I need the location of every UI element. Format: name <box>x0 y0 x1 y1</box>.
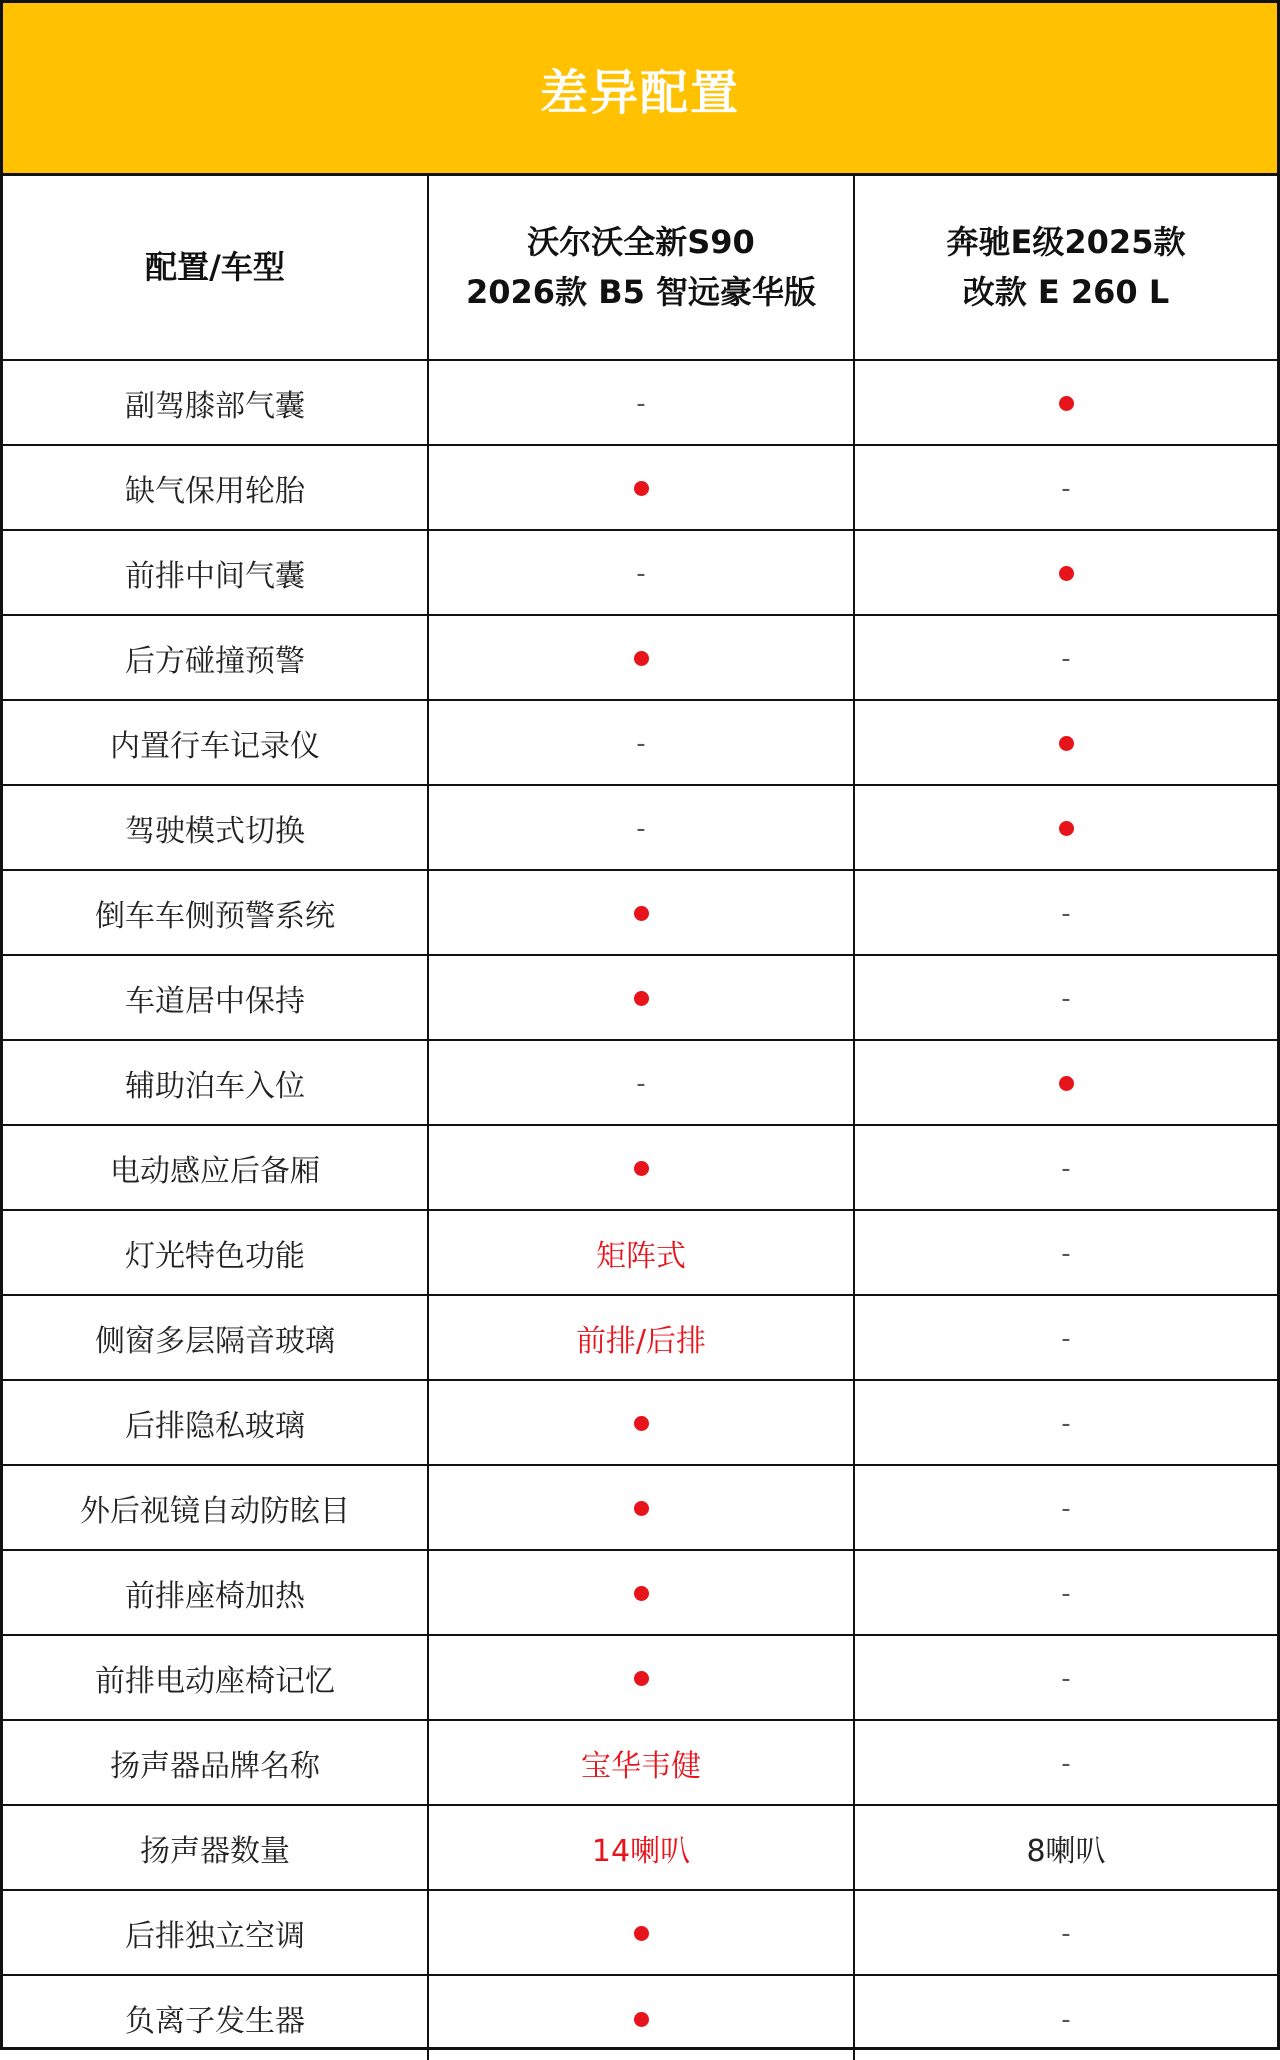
header-volvo <box>428 176 854 360</box>
not-equipped-dash: - <box>636 1069 646 1099</box>
benz-cell <box>854 445 1277 530</box>
benz-cell <box>854 1550 1277 1635</box>
highlight-value: 矩阵式 <box>596 1238 686 1274</box>
table-row <box>3 530 1277 615</box>
feature-label: 扬声器数量 <box>140 1833 290 1869</box>
feature-cell <box>3 1210 428 1295</box>
table-row <box>3 1295 1277 1380</box>
table-row <box>3 870 1277 955</box>
feature-label: 缺气保用轮胎 <box>125 473 305 509</box>
volvo-cell <box>428 1975 854 2060</box>
not-equipped-dash: - <box>1061 1494 1071 1524</box>
volvo-cell <box>428 1040 854 1125</box>
equipped-dot-icon <box>634 1586 649 1601</box>
benz-cell <box>854 1975 1277 2060</box>
feature-cell <box>3 1465 428 1550</box>
volvo-cell <box>428 700 854 785</box>
equipped-dot-icon <box>1059 1076 1074 1091</box>
feature-label: 车道居中保持 <box>125 983 305 1019</box>
benz-cell <box>854 1210 1277 1295</box>
benz-cell <box>854 1805 1277 1890</box>
benz-cell <box>854 1465 1277 1550</box>
benz-cell <box>854 530 1277 615</box>
volvo-cell <box>428 1805 854 1890</box>
table-body <box>3 360 1277 2060</box>
equipped-dot-icon <box>634 1671 649 1686</box>
equipped-dot-icon <box>634 2012 649 2027</box>
highlight-value: 前排/后排 <box>575 1323 707 1359</box>
volvo-cell <box>428 1125 854 1210</box>
equipped-dot-icon <box>634 991 649 1006</box>
equipped-dot-icon <box>634 906 649 921</box>
page-title: 差异配置 <box>539 64 740 121</box>
equipped-dot-icon <box>634 1161 649 1176</box>
table-row <box>3 1975 1277 2060</box>
not-equipped-dash: - <box>1061 1919 1071 1949</box>
volvo-cell <box>428 360 854 445</box>
table-row <box>3 445 1277 530</box>
volvo-cell <box>428 1295 854 1380</box>
feature-label: 电动感应后备厢 <box>110 1153 320 1189</box>
volvo-cell <box>428 445 854 530</box>
header-feature-label: 配置/车型 <box>145 247 285 286</box>
benz-cell <box>854 1040 1277 1125</box>
feature-cell <box>3 1550 428 1635</box>
table-row <box>3 785 1277 870</box>
volvo-cell <box>428 1720 854 1805</box>
volvo-cell <box>428 1550 854 1635</box>
feature-cell <box>3 1125 428 1210</box>
feature-label: 外后视镜自动防眩目 <box>80 1493 350 1529</box>
feature-cell <box>3 1890 428 1975</box>
benz-cell <box>854 1720 1277 1805</box>
equipped-dot-icon <box>1059 566 1074 581</box>
feature-label: 负离子发生器 <box>125 2004 305 2039</box>
feature-label: 灯光特色功能 <box>125 1238 305 1274</box>
feature-cell <box>3 445 428 530</box>
not-equipped-dash: - <box>1061 899 1071 929</box>
benz-cell <box>854 955 1277 1040</box>
feature-cell <box>3 1635 428 1720</box>
table-row <box>3 1040 1277 1125</box>
feature-label: 前排电动座椅记忆 <box>95 1663 335 1699</box>
equipped-dot-icon <box>634 481 649 496</box>
not-equipped-dash: - <box>1061 1664 1071 1694</box>
not-equipped-dash: - <box>1061 1579 1071 1609</box>
header-benz <box>854 176 1277 360</box>
volvo-cell <box>428 530 854 615</box>
feature-label: 辅助泊车入位 <box>125 1068 305 1104</box>
feature-cell <box>3 955 428 1040</box>
not-equipped-dash: - <box>1061 1154 1071 1184</box>
table-row <box>3 1380 1277 1465</box>
feature-cell <box>3 1040 428 1125</box>
equipped-dot-icon <box>634 1926 649 1941</box>
volvo-cell <box>428 1210 854 1295</box>
table-row <box>3 1465 1277 1550</box>
benz-cell <box>854 615 1277 700</box>
highlight-value: 14喇叭 <box>591 1833 691 1869</box>
benz-cell <box>854 870 1277 955</box>
table-row <box>3 955 1277 1040</box>
volvo-cell <box>428 955 854 1040</box>
table-row <box>3 700 1277 785</box>
feature-label: 后排独立空调 <box>125 1918 305 1954</box>
benz-cell <box>854 1635 1277 1720</box>
table-row <box>3 1635 1277 1720</box>
equipped-dot-icon <box>1059 736 1074 751</box>
feature-cell <box>3 1295 428 1380</box>
header-feature <box>3 176 428 360</box>
not-equipped-dash: - <box>1061 2004 1071 2035</box>
feature-label: 倒车车侧预警系统 <box>95 898 335 934</box>
not-equipped-dash: - <box>1061 474 1071 504</box>
benz-cell <box>854 1380 1277 1465</box>
not-equipped-dash: - <box>1061 1409 1071 1439</box>
table-row <box>3 615 1277 700</box>
highlight-value: 宝华韦健 <box>581 1748 701 1784</box>
feature-cell <box>3 1380 428 1465</box>
feature-cell <box>3 1975 428 2060</box>
feature-cell <box>3 615 428 700</box>
feature-cell <box>3 1720 428 1805</box>
comparison-table <box>3 176 1277 2060</box>
feature-cell <box>3 360 428 445</box>
table-row <box>3 1890 1277 1975</box>
not-equipped-dash: - <box>1061 1324 1071 1354</box>
volvo-cell <box>428 1380 854 1465</box>
plain-value: 8喇叭 <box>1026 1833 1106 1869</box>
feature-cell <box>3 870 428 955</box>
feature-label: 副驾膝部气囊 <box>125 388 305 424</box>
title-bar <box>3 3 1277 176</box>
feature-label: 扬声器品牌名称 <box>110 1748 320 1784</box>
not-equipped-dash: - <box>1061 1749 1071 1779</box>
not-equipped-dash: - <box>636 814 646 844</box>
header-row <box>3 176 1277 360</box>
feature-label: 前排座椅加热 <box>125 1578 305 1614</box>
benz-cell <box>854 785 1277 870</box>
table-row <box>3 360 1277 445</box>
feature-label: 后方碰撞预警 <box>125 643 305 679</box>
feature-label: 内置行车记录仪 <box>110 728 320 764</box>
benz-cell <box>854 360 1277 445</box>
feature-label: 前排中间气囊 <box>125 558 305 594</box>
table-row <box>3 1125 1277 1210</box>
equipped-dot-icon <box>1059 396 1074 411</box>
table-row <box>3 1210 1277 1295</box>
table-row <box>3 1805 1277 1890</box>
benz-cell <box>854 1295 1277 1380</box>
feature-cell <box>3 700 428 785</box>
header-benz-line2: 改款 E 260 L <box>962 272 1170 311</box>
volvo-cell <box>428 1890 854 1975</box>
header-benz-line1: 奔驰E级2025款 <box>946 222 1186 261</box>
table-row <box>3 1550 1277 1635</box>
volvo-cell <box>428 870 854 955</box>
table-row <box>3 1720 1277 1805</box>
benz-cell <box>854 1125 1277 1210</box>
volvo-cell <box>428 785 854 870</box>
feature-cell <box>3 785 428 870</box>
benz-cell <box>854 1890 1277 1975</box>
volvo-cell <box>428 1635 854 1720</box>
feature-label: 驾驶模式切换 <box>125 813 305 849</box>
not-equipped-dash: - <box>1061 1239 1071 1269</box>
benz-cell <box>854 700 1277 785</box>
not-equipped-dash: - <box>636 389 646 419</box>
not-equipped-dash: - <box>1061 984 1071 1014</box>
equipped-dot-icon <box>634 651 649 666</box>
equipped-dot-icon <box>634 1501 649 1516</box>
not-equipped-dash: - <box>636 729 646 759</box>
header-volvo-line1: 沃尔沃全新S90 <box>527 222 755 261</box>
feature-label: 侧窗多层隔音玻璃 <box>95 1323 335 1359</box>
feature-cell <box>3 1805 428 1890</box>
equipped-dot-icon <box>634 1416 649 1431</box>
header-volvo-line2: 2026款 B5 智远豪华版 <box>465 272 816 311</box>
feature-cell <box>3 530 428 615</box>
not-equipped-dash: - <box>636 559 646 589</box>
feature-label: 后排隐私玻璃 <box>125 1408 305 1444</box>
not-equipped-dash: - <box>1061 644 1071 674</box>
equipped-dot-icon <box>1059 821 1074 836</box>
volvo-cell <box>428 615 854 700</box>
volvo-cell <box>428 1465 854 1550</box>
